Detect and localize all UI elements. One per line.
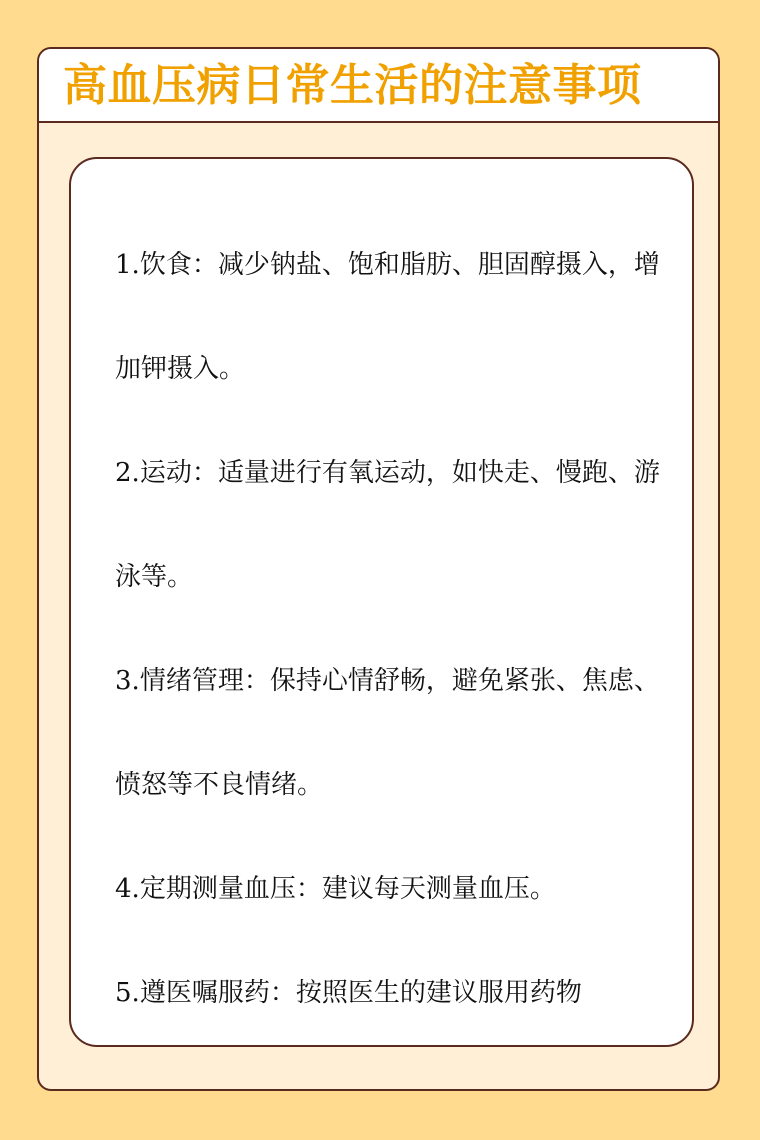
tip-item-medication (115, 941, 660, 1045)
tip-text: 饮食：减少钠盐、饱和脂肪、胆固醇摄入，增加钾摄入。 (115, 250, 660, 384)
tip-number: 5. (115, 978, 140, 1008)
tip-item-exercise (115, 421, 660, 629)
tip-text: 定期测量血压：建议每天测量血压。 (139, 874, 556, 904)
tip-number: 3. (115, 666, 140, 696)
tip-text: 运动：适量进行有氧运动，如快走、慢跑、游泳等。 (115, 458, 660, 592)
title-bar (39, 49, 718, 123)
outer-card (37, 47, 720, 1091)
tip-number: 1. (115, 250, 140, 280)
tip-item-diet (115, 213, 660, 421)
content-card (69, 157, 694, 1047)
tips-list (115, 213, 660, 1045)
tip-number: 2. (115, 458, 140, 488)
tip-item-emotion (115, 629, 660, 837)
tip-text: 情绪管理：保持心情舒畅，避免紧张、焦虑、愤怒等不良情绪。 (115, 666, 660, 800)
tip-item-measure (115, 837, 660, 941)
page-title: 高血压病日常生活的注意事项 (63, 60, 642, 111)
tip-number: 4. (115, 874, 140, 904)
tip-text: 遵医嘱服药：按照医生的建议服用药物 (139, 978, 582, 1008)
